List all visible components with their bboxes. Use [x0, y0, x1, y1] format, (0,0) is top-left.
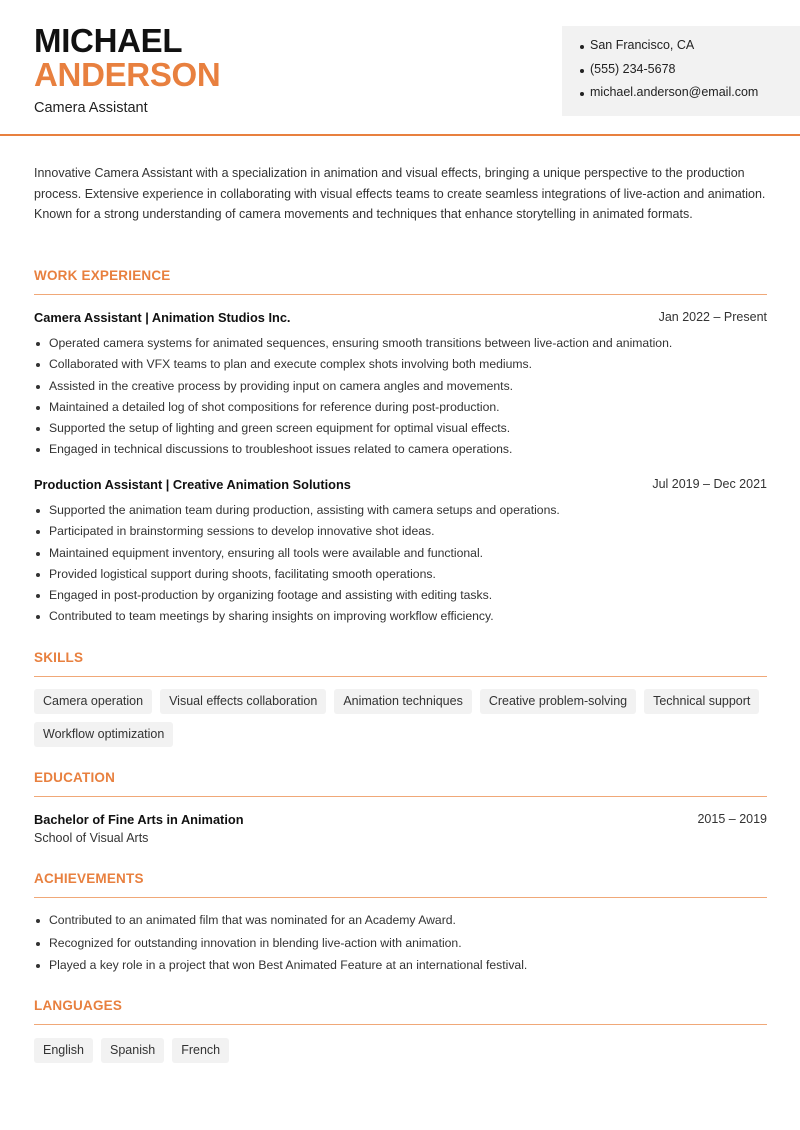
list-item [34, 336, 774, 357]
contact-phone [580, 62, 800, 86]
bullet-text: Provided logistical support during shoots, facilitating smooth operations. [49, 566, 436, 581]
bullet-icon [36, 573, 40, 577]
skill-chip: Animation techniques [334, 689, 472, 714]
bullet-icon [36, 385, 40, 389]
language-chip: English [34, 1038, 93, 1063]
bullet-icon [36, 594, 40, 598]
job-1-dates: Jan 2022 – Present [658, 310, 767, 324]
section-divider [34, 294, 767, 295]
job-1-bullets [34, 336, 774, 464]
skill-chip: Technical support [644, 689, 759, 714]
bullet-icon [36, 964, 40, 968]
job-title-heading: Camera Assistant [34, 100, 148, 116]
job-1-title: Camera Assistant | Animation Studios Inc. [34, 310, 291, 325]
bullet-text: Engaged in technical discussions to troubleshoot issues related to camera operations. [49, 442, 513, 457]
list-item [34, 567, 774, 588]
section-divider [34, 676, 767, 677]
list-item [34, 913, 774, 936]
bullet-icon [36, 530, 40, 534]
email-text[interactable]: michael.anderson@email.com [590, 85, 759, 99]
education-dates: 2015 – 2019 [697, 812, 767, 826]
job-2-dates: Jul 2019 – Dec 2021 [652, 477, 767, 491]
candidate-name [34, 24, 220, 92]
first-name: MICHAEL [34, 22, 183, 59]
bullet-icon [36, 919, 40, 923]
section-title-languages: LANGUAGES [34, 998, 123, 1013]
job-2-title: Production Assistant | Creative Animation Solutions [34, 477, 351, 492]
list-item [34, 609, 774, 630]
list-item [34, 958, 774, 981]
contact-email[interactable] [580, 85, 800, 109]
skill-chip: Creative problem-solving [480, 689, 636, 714]
bullet-icon [580, 69, 584, 73]
languages-list [34, 1038, 774, 1063]
bullet-icon [36, 406, 40, 410]
last-name: ANDERSON [34, 56, 221, 93]
bullet-icon [36, 448, 40, 452]
education-school: School of Visual Arts [34, 831, 149, 845]
bullet-text: Maintained a detailed log of shot compositions for reference during post-production. [49, 399, 500, 414]
skills-list [34, 689, 774, 747]
professional-summary: Innovative Camera Assistant with a specialization in animation and visual effects, bringing a unique perspective to the production process. Extensive experience in collaborating with visual effects teams to create seamless integrations of live-action and animation. Known for a strong understanding of camera movements and techniques that enhance storytelling in animated formats. [34, 166, 766, 222]
location-text: San Francisco, CA [590, 38, 695, 52]
list-item [34, 379, 774, 400]
list-item [34, 588, 774, 609]
bullet-text: Played a key role in a project that won Best Animated Feature at an international festival. [49, 958, 528, 972]
list-item [34, 524, 774, 545]
job-2-bullets [34, 503, 774, 631]
skill-chip: Workflow optimization [34, 722, 173, 747]
resume-header [0, 0, 800, 136]
education-degree: Bachelor of Fine Arts in Animation [34, 812, 244, 827]
bullet-icon [36, 363, 40, 367]
section-divider [34, 897, 767, 898]
section-divider [34, 1024, 767, 1025]
contact-panel [562, 26, 800, 116]
bullet-icon [580, 45, 584, 49]
bullet-text: Recognized for outstanding innovation in blending live-action with animation. [49, 935, 462, 950]
section-divider [34, 796, 767, 797]
section-title-education: EDUCATION [34, 770, 116, 785]
list-item [34, 442, 774, 463]
bullet-text: Collaborated with VFX teams to plan and execute complex shots involving both mediums. [49, 357, 533, 372]
list-item [34, 936, 774, 959]
bullet-icon [580, 92, 584, 96]
achievements-list [34, 913, 774, 981]
phone-text: (555) 234-5678 [590, 61, 676, 76]
bullet-text: Participated in brainstorming sessions to develop innovative shot ideas. [49, 524, 435, 539]
bullet-text: Assisted in the creative process by providing input on camera angles and movements. [49, 378, 514, 393]
bullet-icon [36, 942, 40, 946]
skill-chip: Visual effects collaboration [160, 689, 326, 714]
bullet-text: Operated camera systems for animated sequences, ensuring smooth transitions between live-action and animation. [49, 336, 673, 350]
list-item [34, 546, 774, 567]
section-title-skills: SKILLS [34, 650, 84, 665]
bullet-icon [36, 509, 40, 513]
bullet-icon [36, 427, 40, 431]
list-item [34, 421, 774, 442]
bullet-text: Contributed to an animated film that was nominated for an Academy Award. [49, 913, 456, 927]
list-item [34, 503, 774, 524]
bullet-text: Maintained equipment inventory, ensuring all tools were available and functional. [49, 545, 484, 560]
list-item [34, 357, 774, 378]
list-item [34, 400, 774, 421]
bullet-icon [36, 342, 40, 346]
bullet-text: Contributed to team meetings by sharing insights on improving workflow efficiency. [49, 609, 494, 624]
section-title-work: WORK EXPERIENCE [34, 268, 171, 283]
contact-location [580, 38, 800, 62]
bullet-text: Engaged in post-production by organizing footage and assisting with editing tasks. [49, 588, 493, 603]
bullet-text: Supported the setup of lighting and green screen equipment for optimal visual effects. [49, 421, 511, 436]
bullet-text: Supported the animation team during production, assisting with camera setups and operations. [49, 503, 560, 517]
section-title-achievements: ACHIEVEMENTS [34, 871, 144, 886]
language-chip: Spanish [101, 1038, 164, 1063]
skill-chip: Camera operation [34, 689, 152, 714]
bullet-icon [36, 615, 40, 619]
bullet-icon [36, 552, 40, 556]
language-chip: French [172, 1038, 229, 1063]
